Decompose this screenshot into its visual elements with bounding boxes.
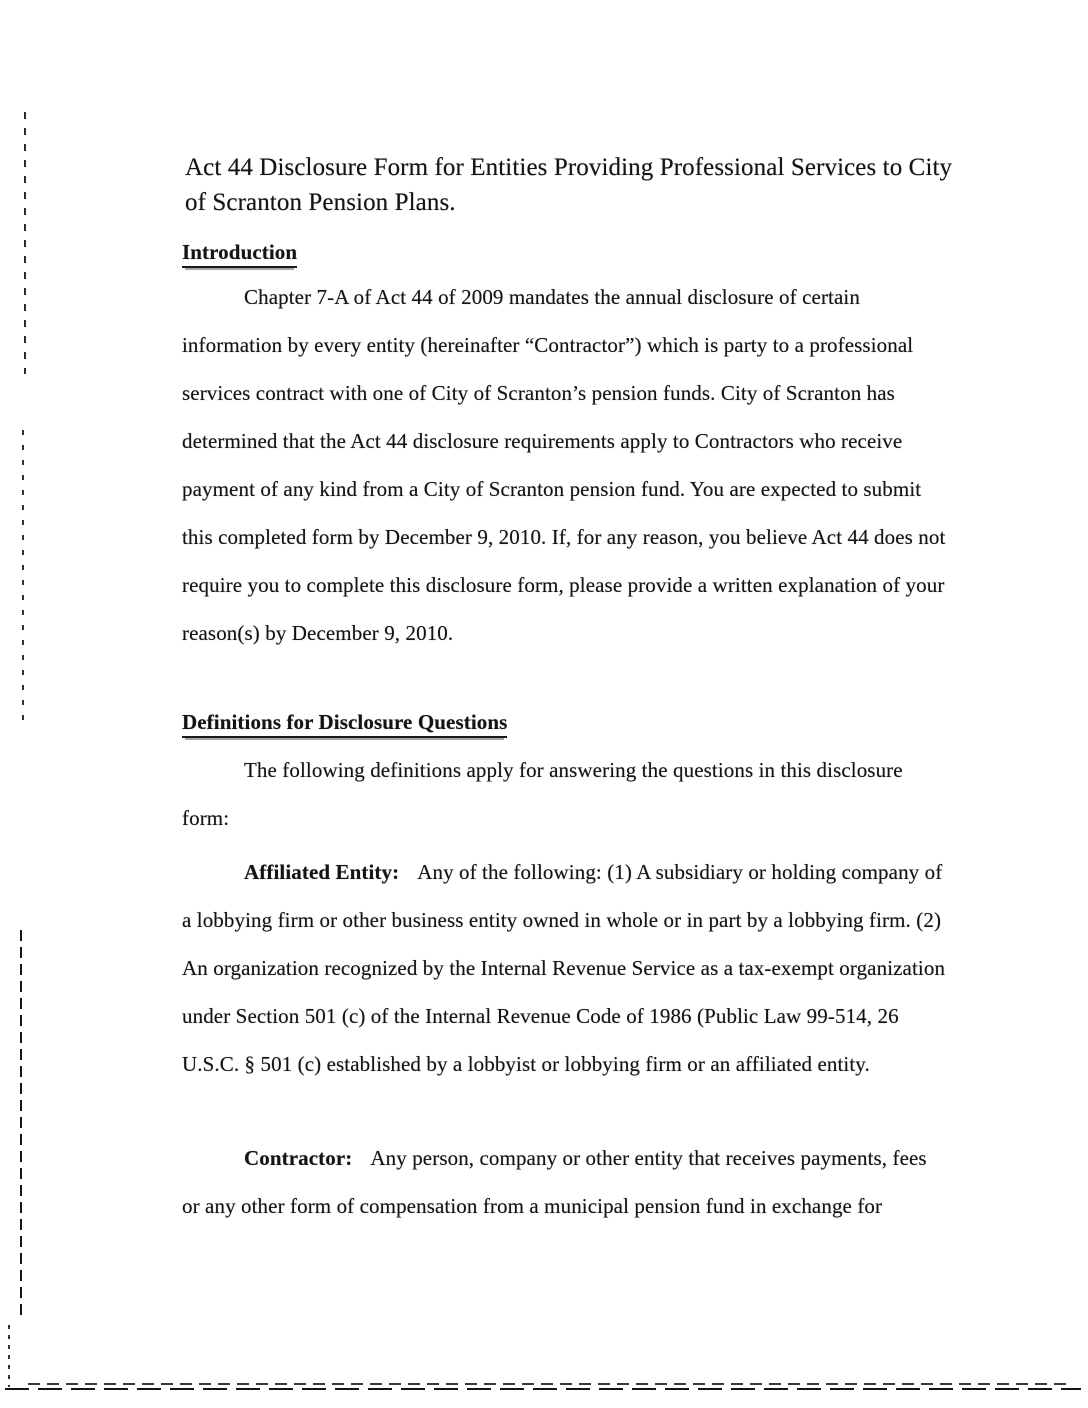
definition-text: Any of the following: (1) A subsidiary or holding company of [417,860,943,884]
paragraph-line: form: [182,806,230,830]
section-heading-definitions-text: Definitions for Disclosure Questions [182,710,507,738]
paragraph-line: information by every entity (hereinafter “Contractor”) which is party to a professional [182,333,914,357]
definition-affiliated-entity [182,848,972,1088]
introduction-paragraph [182,273,972,657]
document-title [185,150,952,220]
paragraph-line: services contract with one of City of Scranton’s pension funds. City of Scranton has [182,381,895,405]
paragraph-line [182,848,972,896]
definition-contractor [182,1134,972,1230]
paragraph-line: An organization recognized by the Internal Revenue Service as a tax-exempt organization [182,956,946,980]
document-title-line: of Scranton Pension Plans. [185,189,456,216]
section-heading-definitions [182,710,507,738]
paragraph-line: determined that the Act 44 disclosure requirements apply to Contractors who receive [182,429,903,453]
section-heading-introduction-text: Introduction [182,240,297,268]
scan-streak-horizontal-upper [28,1383,1073,1385]
paragraph-line: Chapter 7-A of Act 44 of 2009 mandates the annual disclosure of certain [244,285,860,309]
definition-term-contractor: Contractor: [244,1146,353,1170]
scan-streak-vertical-corner [8,1325,10,1387]
paragraph-line: payment of any kind from a City of Scranton pension fund. You are expected to submit [182,477,922,501]
paragraph-line [182,1134,972,1182]
paragraph-line: this completed form by December 9, 2010. If, for any reason, you believe Act 44 does not [182,525,946,549]
paragraph-line: require you to complete this disclosure form, please provide a written explanation of your [182,573,945,597]
paragraph-line: under Section 501 (c) of the Internal Revenue Code of 1986 (Public Law 99-514, 26 [182,1004,899,1028]
scan-streak-vertical-bottom [20,930,22,1315]
paragraph-line: U.S.C. § 501 (c) established by a lobbyist or lobbying firm or an affiliated entity. [182,1052,870,1076]
paragraph-line: The following definitions apply for answering the questions in this disclosure [244,758,903,782]
scan-streak-vertical-middle [22,430,24,725]
definition-term-affiliated-entity: Affiliated Entity: [244,860,400,884]
paragraph-line: or any other form of compensation from a municipal pension fund in exchange for [182,1194,883,1218]
definitions-intro-paragraph [182,746,972,842]
section-heading-introduction [182,240,297,268]
document-title-line: Act 44 Disclosure Form for Entities Providing Professional Services to City [185,154,953,181]
definition-text: Any person, company or other entity that receives payments, fees [370,1146,927,1170]
paragraph-line: a lobbying firm or other business entity owned in whole or in part by a lobbying firm. (2) [182,908,942,932]
scan-streak-vertical-top [24,112,26,374]
scan-streak-horizontal-lower [5,1388,1081,1390]
paragraph-line: reason(s) by December 9, 2010. [182,621,454,645]
